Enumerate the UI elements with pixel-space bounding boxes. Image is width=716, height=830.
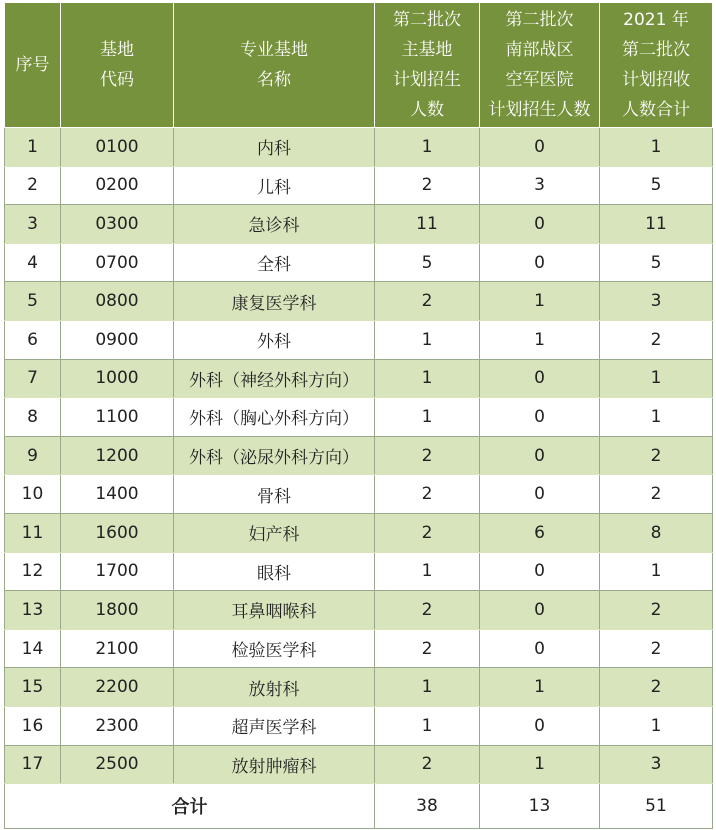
row-hospital-quota-cell: 0 xyxy=(480,359,600,398)
header-line: 第二批次 xyxy=(622,40,690,60)
row-main-quota-cell: 2 xyxy=(375,591,480,630)
header-line: 主基地 xyxy=(401,40,453,60)
table-row xyxy=(5,668,713,707)
row-name-cell: 康复医学科 xyxy=(174,282,375,321)
total-row xyxy=(5,784,713,829)
row-total-cell: 11 xyxy=(600,205,713,244)
row-name-cell: 内科 xyxy=(174,128,375,167)
row-hospital-quota-cell: 3 xyxy=(480,166,600,205)
table-row xyxy=(5,243,713,282)
row-hospital-quota-cell: 0 xyxy=(480,436,600,475)
table-body xyxy=(5,128,713,829)
header-main-base-quota xyxy=(375,3,480,128)
header-total-quota xyxy=(600,3,713,128)
row-code-cell: 1000 xyxy=(61,359,174,398)
row-hospital-quota-cell: 1 xyxy=(480,745,600,784)
row-hospital-quota-cell: 1 xyxy=(480,320,600,359)
header-line: 南部战区 xyxy=(505,40,574,60)
row-code-cell: 1700 xyxy=(61,552,174,591)
row-hospital-quota-cell: 1 xyxy=(480,282,600,321)
row-name-cell: 耳鼻咽喉科 xyxy=(174,591,375,630)
table-row xyxy=(5,475,713,514)
row-hospital-quota-cell: 0 xyxy=(480,128,600,167)
row-total-cell: 3 xyxy=(600,745,713,784)
row-seq-cell: 15 xyxy=(5,668,61,707)
row-code-cell: 1200 xyxy=(61,436,174,475)
header-air-force-hospital-quota xyxy=(480,3,600,128)
row-total-cell: 2 xyxy=(600,320,713,359)
row-seq-cell: 4 xyxy=(5,243,61,282)
row-main-quota-cell: 11 xyxy=(375,205,480,244)
row-code-cell: 1600 xyxy=(61,513,174,552)
row-name-cell: 外科（神经外科方向） xyxy=(174,359,375,398)
table-row xyxy=(5,629,713,668)
table-row xyxy=(5,166,713,205)
row-name-cell: 全科 xyxy=(174,243,375,282)
header-line: 代码 xyxy=(100,70,134,90)
table-row xyxy=(5,320,713,359)
row-total-cell: 1 xyxy=(600,552,713,591)
header-line: 计划招生 xyxy=(393,70,461,90)
header-line: 计划招收 xyxy=(622,70,690,90)
row-main-quota-cell: 2 xyxy=(375,475,480,514)
header-line: 基地 xyxy=(100,40,134,60)
row-code-cell: 2500 xyxy=(61,745,174,784)
row-code-cell: 0800 xyxy=(61,282,174,321)
recruitment-quota-table xyxy=(4,2,713,829)
header-line: 计划招生人数 xyxy=(488,100,591,120)
row-hospital-quota-cell: 0 xyxy=(480,205,600,244)
header-line: 人数 xyxy=(410,100,444,120)
row-hospital-quota-cell: 0 xyxy=(480,706,600,745)
row-code-cell: 2200 xyxy=(61,668,174,707)
row-name-cell: 妇产科 xyxy=(174,513,375,552)
row-total-cell: 3 xyxy=(600,282,713,321)
row-main-quota-cell: 1 xyxy=(375,320,480,359)
table-row xyxy=(5,706,713,745)
row-total-cell: 1 xyxy=(600,398,713,437)
row-seq-cell: 10 xyxy=(5,475,61,514)
row-total-cell: 1 xyxy=(600,128,713,167)
table-row xyxy=(5,282,713,321)
row-seq-cell: 9 xyxy=(5,436,61,475)
header-line: 2021 年 xyxy=(623,10,689,30)
row-code-cell: 0200 xyxy=(61,166,174,205)
row-seq-cell: 8 xyxy=(5,398,61,437)
total-main-quota: 38 xyxy=(375,784,480,829)
row-total-cell: 2 xyxy=(600,668,713,707)
table-row xyxy=(5,359,713,398)
row-seq-cell: 12 xyxy=(5,552,61,591)
row-name-cell: 放射肿瘤科 xyxy=(174,745,375,784)
row-code-cell: 0700 xyxy=(61,243,174,282)
total-overall-quota: 51 xyxy=(600,784,713,829)
row-main-quota-cell: 1 xyxy=(375,359,480,398)
row-main-quota-cell: 1 xyxy=(375,398,480,437)
row-hospital-quota-cell: 6 xyxy=(480,513,600,552)
row-main-quota-cell: 2 xyxy=(375,745,480,784)
row-total-cell: 8 xyxy=(600,513,713,552)
row-seq-cell: 17 xyxy=(5,745,61,784)
row-code-cell: 0300 xyxy=(61,205,174,244)
row-code-cell: 2300 xyxy=(61,706,174,745)
row-main-quota-cell: 5 xyxy=(375,243,480,282)
row-hospital-quota-cell: 0 xyxy=(480,552,600,591)
row-seq-cell: 13 xyxy=(5,591,61,630)
header-line: 第二批次 xyxy=(393,10,461,30)
table-row xyxy=(5,436,713,475)
table-row xyxy=(5,591,713,630)
table-row xyxy=(5,513,713,552)
header-base-name xyxy=(174,3,375,128)
row-code-cell: 1800 xyxy=(61,591,174,630)
table-row xyxy=(5,128,713,167)
row-seq-cell: 16 xyxy=(5,706,61,745)
quota-table-container xyxy=(4,2,712,829)
row-name-cell: 超声医学科 xyxy=(174,706,375,745)
row-main-quota-cell: 2 xyxy=(375,282,480,321)
row-seq-cell: 11 xyxy=(5,513,61,552)
row-hospital-quota-cell: 0 xyxy=(480,475,600,514)
row-seq-cell: 14 xyxy=(5,629,61,668)
row-main-quota-cell: 2 xyxy=(375,166,480,205)
row-name-cell: 检验医学科 xyxy=(174,629,375,668)
total-hospital-quota: 13 xyxy=(480,784,600,829)
row-main-quota-cell: 2 xyxy=(375,513,480,552)
row-total-cell: 2 xyxy=(600,436,713,475)
header-base-code xyxy=(61,3,174,128)
header-line: 人数合计 xyxy=(622,100,690,120)
row-total-cell: 2 xyxy=(600,629,713,668)
row-name-cell: 外科 xyxy=(174,320,375,359)
row-name-cell: 儿科 xyxy=(174,166,375,205)
table-row xyxy=(5,205,713,244)
row-hospital-quota-cell: 0 xyxy=(480,591,600,630)
row-hospital-quota-cell: 0 xyxy=(480,629,600,668)
row-total-cell: 2 xyxy=(600,591,713,630)
row-total-cell: 1 xyxy=(600,359,713,398)
row-main-quota-cell: 1 xyxy=(375,128,480,167)
row-name-cell: 骨科 xyxy=(174,475,375,514)
header-line: 第二批次 xyxy=(505,10,574,30)
row-seq-cell: 5 xyxy=(5,282,61,321)
row-hospital-quota-cell: 0 xyxy=(480,398,600,437)
row-main-quota-cell: 1 xyxy=(375,552,480,591)
row-seq-cell: 7 xyxy=(5,359,61,398)
table-row xyxy=(5,398,713,437)
row-seq-cell: 6 xyxy=(5,320,61,359)
row-code-cell: 1100 xyxy=(61,398,174,437)
row-name-cell: 放射科 xyxy=(174,668,375,707)
header-line: 专业基地 xyxy=(240,40,308,60)
row-code-cell: 2100 xyxy=(61,629,174,668)
header-line: 名称 xyxy=(257,70,291,90)
row-main-quota-cell: 2 xyxy=(375,629,480,668)
row-name-cell: 眼科 xyxy=(174,552,375,591)
row-name-cell: 外科（泌尿外科方向） xyxy=(174,436,375,475)
table-row xyxy=(5,745,713,784)
header-row xyxy=(5,3,713,128)
total-label: 合计 xyxy=(5,784,375,829)
row-total-cell: 5 xyxy=(600,166,713,205)
row-seq-cell: 2 xyxy=(5,166,61,205)
row-total-cell: 5 xyxy=(600,243,713,282)
row-main-quota-cell: 2 xyxy=(375,436,480,475)
header-line: 序号 xyxy=(15,55,50,75)
row-main-quota-cell: 1 xyxy=(375,668,480,707)
row-code-cell: 1400 xyxy=(61,475,174,514)
row-hospital-quota-cell: 1 xyxy=(480,668,600,707)
row-hospital-quota-cell: 0 xyxy=(480,243,600,282)
header-line: 空军医院 xyxy=(505,70,574,90)
row-seq-cell: 1 xyxy=(5,128,61,167)
row-code-cell: 0100 xyxy=(61,128,174,167)
row-main-quota-cell: 1 xyxy=(375,706,480,745)
row-name-cell: 急诊科 xyxy=(174,205,375,244)
header-seq xyxy=(5,3,61,128)
table-row xyxy=(5,552,713,591)
row-name-cell: 外科（胸心外科方向） xyxy=(174,398,375,437)
row-seq-cell: 3 xyxy=(5,205,61,244)
row-total-cell: 1 xyxy=(600,706,713,745)
row-total-cell: 2 xyxy=(600,475,713,514)
row-code-cell: 0900 xyxy=(61,320,174,359)
